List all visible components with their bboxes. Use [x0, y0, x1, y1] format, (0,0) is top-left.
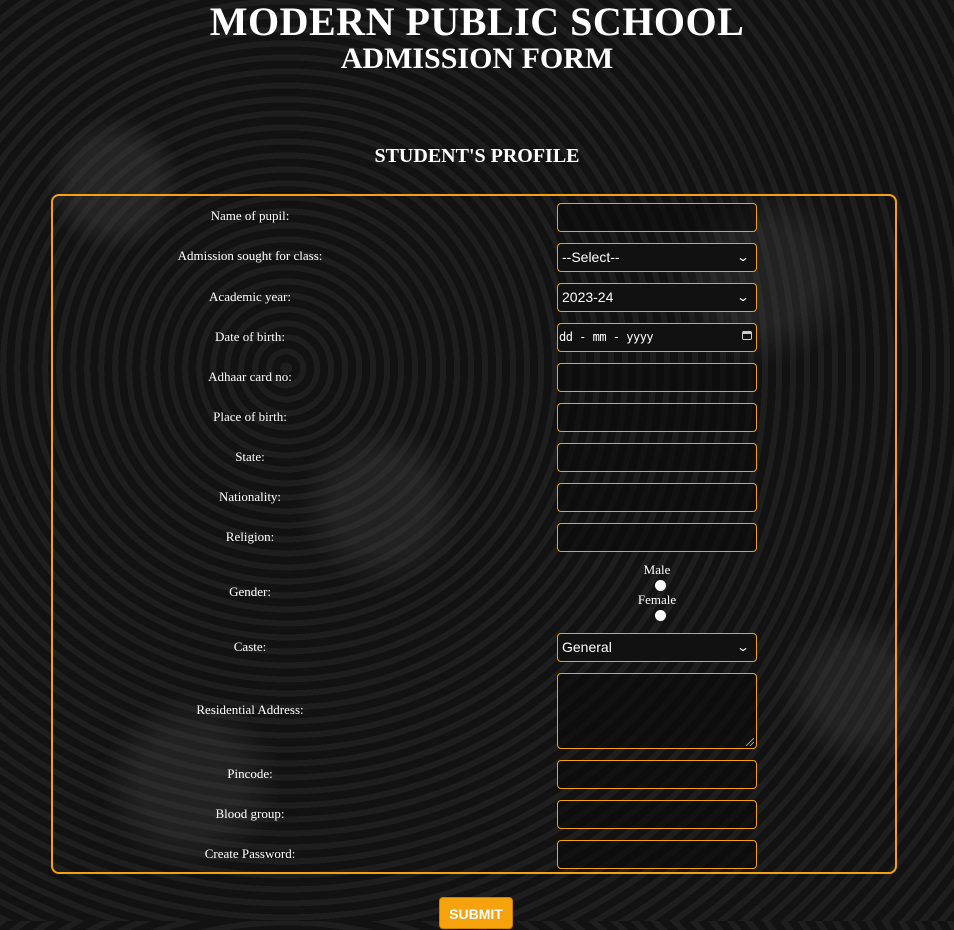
caste-label: Caste:	[233, 639, 267, 654]
blood-group-label: Blood group:	[215, 806, 285, 821]
chevron-down-icon: ⌄	[735, 290, 751, 304]
religion-input[interactable]	[557, 523, 757, 552]
state-input[interactable]	[557, 443, 757, 472]
academic-year-label: Academic year:	[209, 289, 291, 304]
dob-placeholder: dd - mm - yyyy	[559, 330, 654, 344]
address-textarea[interactable]	[557, 673, 757, 749]
adhaar-input[interactable]	[557, 363, 757, 392]
class-select[interactable]	[557, 243, 757, 272]
gender-male-radio[interactable]	[655, 580, 666, 591]
chevron-down-icon: ⌄	[735, 640, 751, 654]
academic-year-selected: 2023-24	[562, 289, 614, 305]
calendar-icon[interactable]	[742, 331, 752, 340]
gender-label: Gender:	[229, 584, 271, 599]
religion-label: Religion:	[225, 529, 275, 544]
chevron-down-icon: ⌄	[735, 250, 751, 264]
state-label: State:	[235, 449, 265, 464]
gender-female-radio[interactable]	[655, 610, 666, 621]
blood-group-input[interactable]	[557, 800, 757, 829]
password-label: Create Password:	[204, 846, 296, 861]
caste-select[interactable]	[557, 633, 757, 662]
gender-male-label: Male	[643, 562, 671, 577]
place-of-birth-label: Place of birth:	[213, 409, 287, 424]
school-name: MODERN PUBLIC SCHOOL	[209, 0, 745, 44]
caste-selected: General	[562, 639, 612, 655]
pincode-label: Pincode:	[227, 766, 273, 781]
password-input[interactable]	[557, 840, 757, 869]
name-label: Name of pupil:	[210, 208, 290, 223]
pincode-input[interactable]	[557, 760, 757, 789]
class-label: Admission sought for class:	[177, 248, 323, 263]
nationality-input[interactable]	[557, 483, 757, 512]
gender-female-label: Female	[637, 592, 677, 607]
adhaar-label: Adhaar card no:	[208, 369, 292, 384]
place-of-birth-input[interactable]	[557, 403, 757, 432]
dob-label: Date of birth:	[214, 329, 286, 344]
nationality-label: Nationality:	[218, 489, 282, 504]
name-input[interactable]	[557, 203, 757, 232]
submit-button[interactable]: SUBMIT	[439, 897, 513, 929]
academic-year-select[interactable]	[557, 283, 757, 312]
class-selected: --Select--	[562, 249, 620, 265]
resize-handle-icon[interactable]	[746, 738, 754, 746]
section-title: STUDENT'S PROFILE	[374, 145, 580, 167]
dob-input[interactable]	[557, 323, 757, 352]
address-label: Residential Address:	[196, 702, 304, 717]
form-title: ADMISSION FORM	[340, 42, 614, 75]
